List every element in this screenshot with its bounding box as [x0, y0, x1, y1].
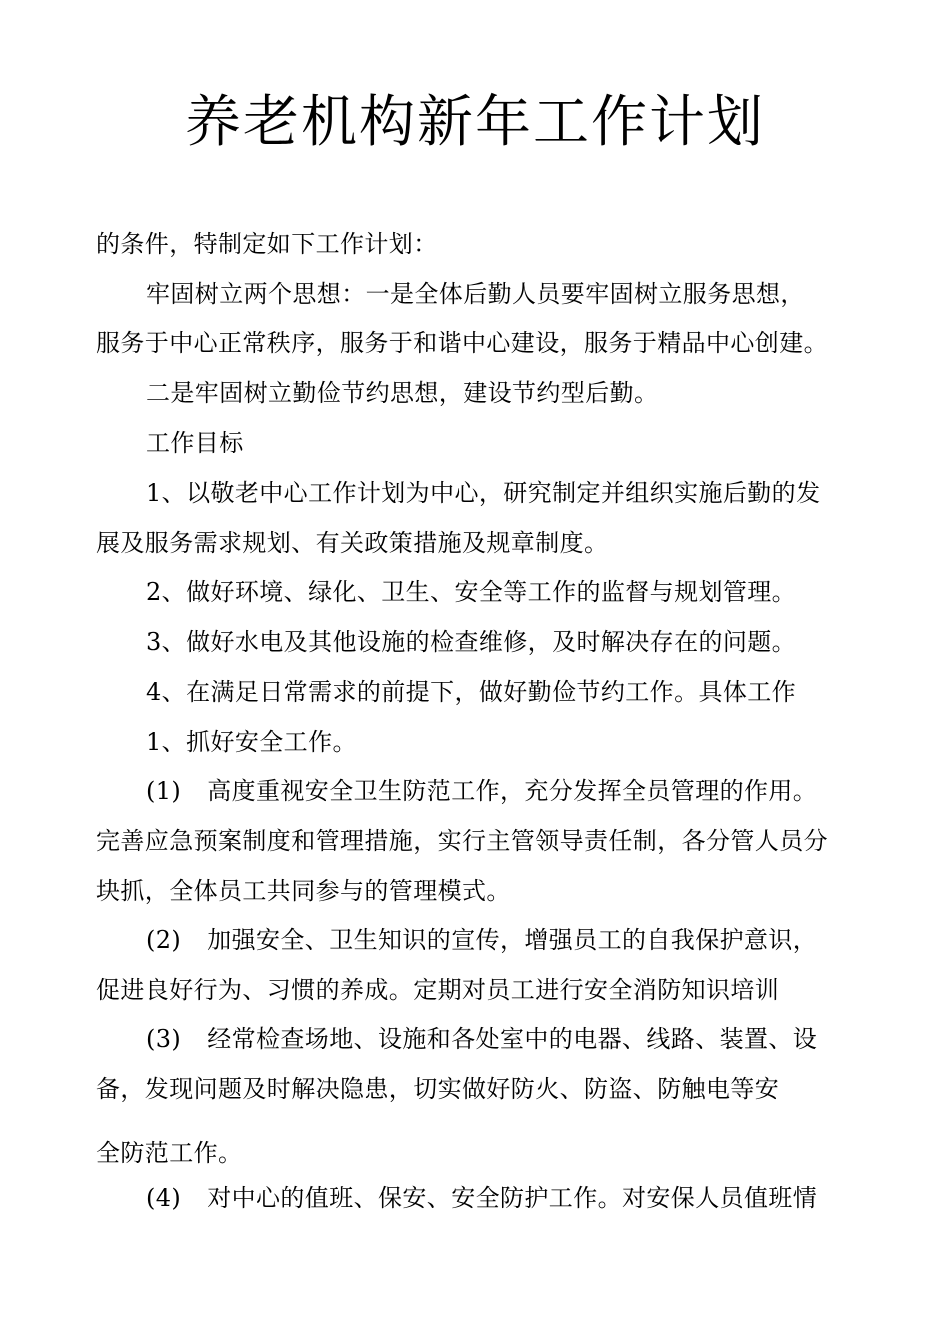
item-number: (2) [146, 926, 182, 954]
paragraph-line: 完善应急预案制度和管理措施，实行主管领导责任制，各分管人员分 [96, 827, 828, 855]
item-number: (1) [146, 777, 182, 805]
paragraph-line: 促进良好行为、习惯的养成。定期对员工进行安全消防知识培训 [96, 976, 780, 1004]
paragraph-line: 展及服务需求规划、有关政策措施及规章制度。 [96, 529, 609, 557]
paragraph-line: 牢固树立两个思想：一是全体后勤人员要牢固树立服务思想， [146, 280, 805, 308]
paragraph-line: 2、做好环境、绿化、卫生、安全等工作的监督与规划管理。 [146, 578, 797, 606]
item-text: 高度重视安全卫生防范工作，充分发挥全员管理的作用。 [207, 777, 818, 805]
numbered-line [146, 925, 817, 955]
paragraph-line: 1、抓好安全工作。 [146, 728, 357, 756]
section-heading: 工作目标 [146, 429, 244, 457]
paragraph-line: 全防范工作。 [96, 1139, 243, 1167]
item-text: 经常检查场地、设施和各处室中的电器、线路、装置、设 [207, 1025, 818, 1053]
paragraph-line: 备，发现问题及时解决隐患，切实做好防火、防盗、防触电等安 [96, 1075, 780, 1103]
paragraph-line: 3、做好水电及其他设施的检查维修，及时解决存在的问题。 [146, 628, 797, 656]
item-number: (3) [146, 1025, 182, 1053]
item-number: (4) [146, 1184, 182, 1212]
paragraph-line: 4、在满足日常需求的前提下，做好勤俭节约工作。具体工作 [146, 678, 797, 706]
paragraph-line: 1、以敬老中心工作计划为中心，研究制定并组织实施后勤的发 [146, 479, 821, 507]
paragraph-line: 的条件，特制定如下工作计划： [96, 230, 438, 258]
paragraph-line: 服务于中心正常秩序，服务于和谐中心建设，服务于精品中心创建。 [96, 329, 828, 357]
item-text: 对中心的值班、保安、安全防护工作。对安保人员值班情 [207, 1184, 818, 1212]
item-text: 加强安全、卫生知识的宣传，增强员工的自我保护意识， [207, 926, 818, 954]
paragraph-line: 二是牢固树立勤俭节约思想，建设节约型后勤。 [146, 379, 659, 407]
numbered-line [146, 776, 817, 806]
numbered-line [146, 1024, 817, 1054]
paragraph-line: 块抓，全体员工共同参与的管理模式。 [96, 877, 511, 905]
document-title: 养老机构新年工作计划 [185, 90, 765, 155]
numbered-line [146, 1183, 817, 1213]
